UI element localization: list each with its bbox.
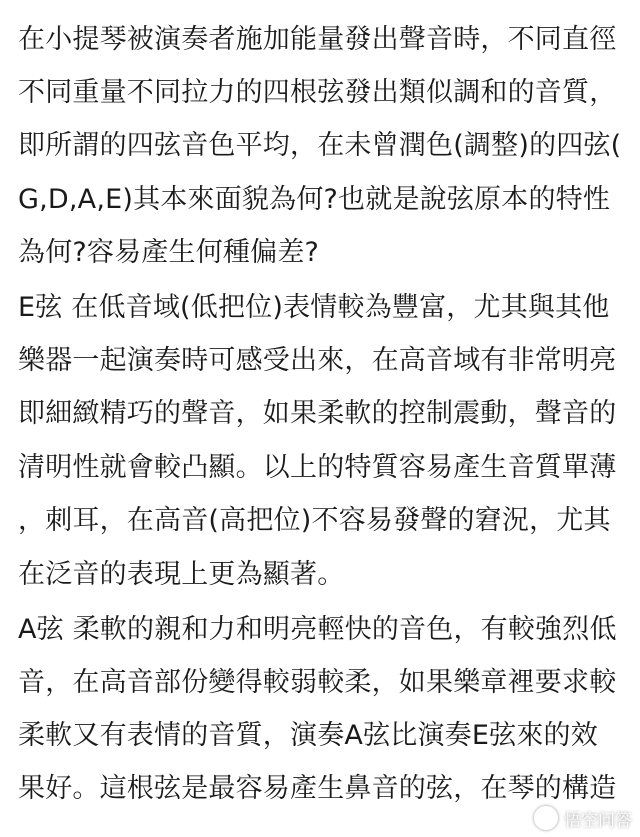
text-line-2: 不同重量不同拉力的四根弦發出類似調和的音質，	[18, 77, 617, 108]
wukong-logo-icon	[534, 806, 558, 830]
text-line-1: 在小提琴被演奏者施加能量發出聲音時，不同直徑	[18, 24, 617, 55]
text-line-7: 樂器一起演奏時可感受出來，在高音域有非常明亮	[18, 345, 617, 376]
text-line-11: 在泛音的表現上更為顯著。	[18, 559, 345, 590]
text-line-3: 即所謂的四弦音色平均，在未曾潤色(調整)的四弦(	[18, 130, 622, 161]
watermark-text: 悟空问答	[564, 810, 632, 831]
text-line-9: 清明性就會較凸顯。以上的特質容易產生音質單薄	[18, 452, 617, 483]
text-line-8: 即細緻精巧的聲音，如果柔軟的控制震動，聲音的	[18, 398, 617, 429]
text-line-5: 為何?容易產生何種偏差?	[18, 237, 320, 268]
text-line-15: 果好。這根弦是最容易產生鼻音的弦，在琴的構造	[18, 773, 617, 804]
text-line-14: 柔軟又有表情的音質，演奏A弦比演奏E弦來的效	[18, 720, 598, 751]
text-line-10: ，刺耳，在高音(高把位)不容易發聲的窘況，尤其	[18, 505, 611, 536]
text-line-12: A弦 柔軟的親和力和明亮輕快的音色，有較強烈低	[18, 614, 617, 645]
text-line-4: G,D,A,E)其本來面貌為何?也就是說弦原本的特性	[18, 184, 611, 215]
text-line-6: E弦 在低音域(低把位)表情較為豐富，尤其與其他	[18, 292, 610, 323]
watermark	[534, 803, 632, 833]
text-line-13: 音，在高音部份變得較弱較柔，如果樂章裡要求較	[18, 667, 617, 698]
